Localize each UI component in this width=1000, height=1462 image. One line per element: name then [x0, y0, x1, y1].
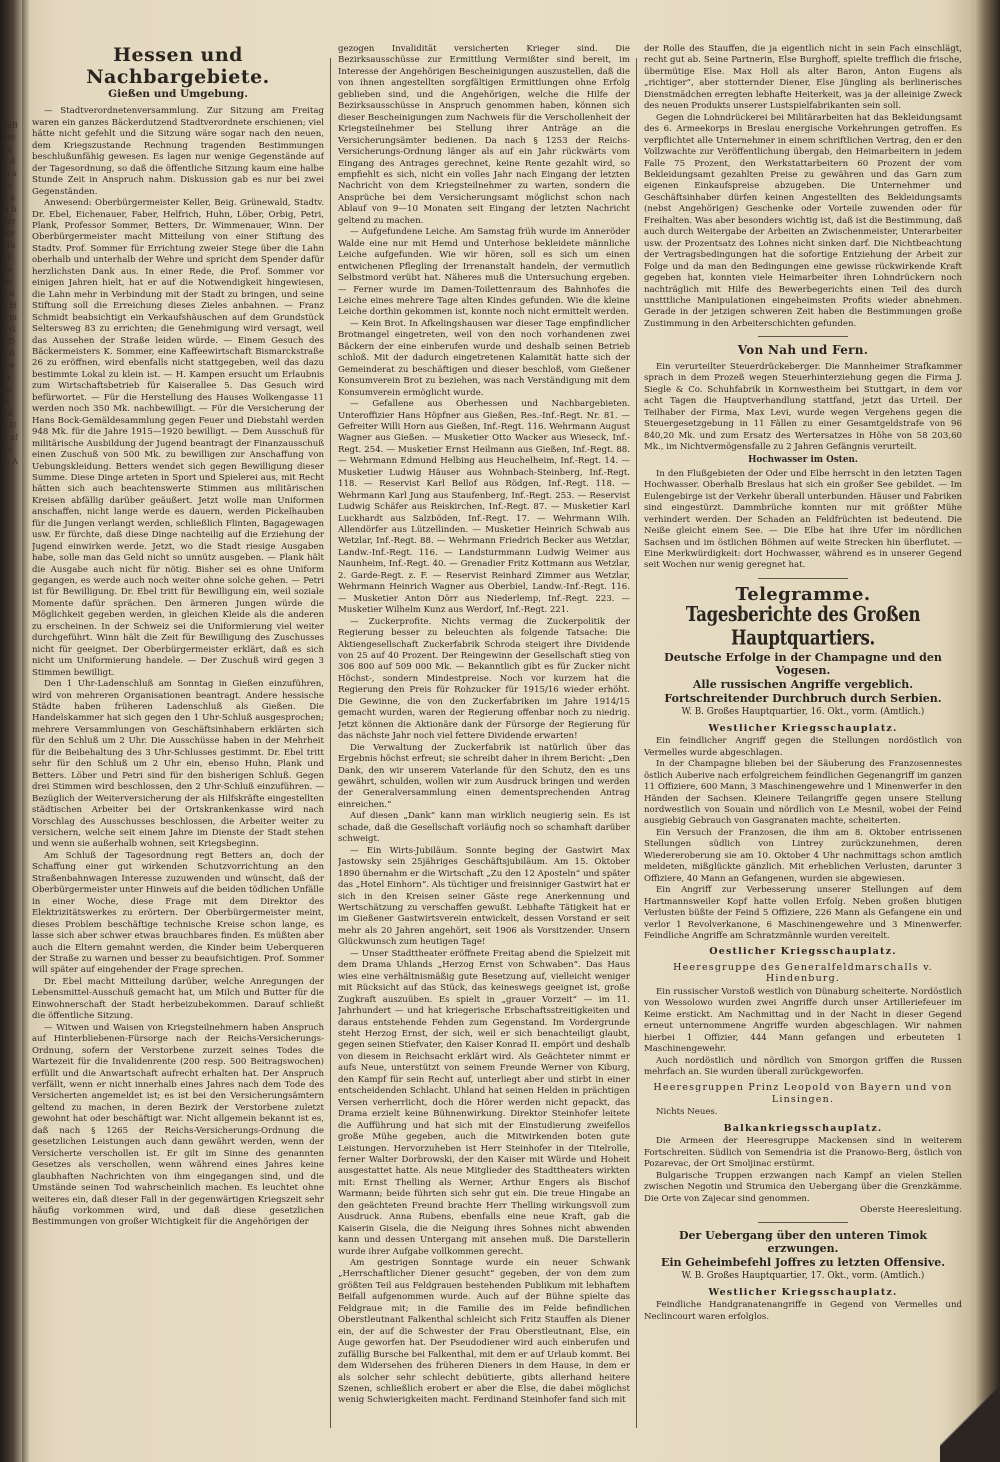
headline: Fortschreitender Durchbruch durch Serbien.: [664, 692, 942, 706]
theater-heading: Westlicher Kriegsschauplatz.: [708, 1286, 898, 1298]
column-rule: [330, 58, 331, 1428]
army-group-heading: Heeresgruppen Prinz Leopold von Bayern und von Linsingen.: [653, 1082, 953, 1105]
report-paragraph: Die Armeen der Heeresgruppe Mackensen sind in weiterem Fortschreiten. Südlich von Semendria ist die Pranowo-Berg, östlich von Pozarevac, der Ort Smoljinac erstürmt.: [644, 1136, 962, 1170]
article-paragraph: Ein verurteilter Steuerdrückeberger. Die Mannheimer Strafkammer sprach in dem Prozeß wegen Steuerhinterziehung gegen die Firma J. Siegle & Co. Schuhfabrik in Kornwestheim bei Stuttgart, in dem vor acht Tagen die Hauptverhandlung stattfand, jetzt das Urteil. Der Teilhaber der Firma, Max Levi, wurde wegen Vergehens gegen die Steuergesetzgebung in 11 Fällen zu einer Gesamtgeldstrafe von 96 840,20 Mk. und zum Ersatz des Wertersatzes in Höhe von 58 203,60 Mk., im Nichtvermögensfalle zu 2 Jahren Gefängnis verurteilt.: [644, 361, 962, 452]
dateline: W. B. Großes Hauptquartier, 16. Okt., vorm. (Amtlich.): [681, 707, 925, 718]
headline: Deutsche Erfolge in der Champagne und den Vogesen.: [664, 651, 942, 678]
dateline: W. B. Großes Hauptquartier, 17. Okt., vorm. (Amtlich.): [681, 1271, 925, 1282]
article-paragraph: Die Verwaltung der Zuckerfabrik ist natürlich über das Ergebnis höchst erfreut; sie schreibt daher in ihrem Bericht: „Den Dank, den wir unserem Vaterlande für den Schutz, den es uns gewährt, schulden, wollen wir zum Ausdruck bringen und werden der Generalversammlung einen dementsprechenden Antrag einreichen.“: [338, 742, 630, 810]
report-paragraph: Auch nordöstlich und nördlich von Smorgon griffen die Russen mehrfach an. Sie wurden überall zurückgeworfen.: [644, 1055, 962, 1077]
divider: [758, 1222, 848, 1223]
article-paragraph: — Zuckerprofite. Nichts vermag die Zuckerpolitik der Regierung besser zu beleuchten als folgende Tatsache: Die Aktiengesellschaft Zuckerfabrik Schroda steigert ihre Dividende von 25 auf 40 Prozent. Der Reingewinn der Gesellschaft stieg von 306 800 auf 509 000 Mk. — Bekanntlich gibt es für Zucker nicht Höchst-, sondern Mindestpreise. Noch vor kurzem hat die Regierung den Preis für Rohzucker für 1915/16 wieder erhöht. Die Gewinne, die von den Zuckerfabriken im Jahre 1914/15 gemacht wurden, waren der Regierung offenbar noch zu niedrig. Jetzt können die Aktionäre dank der Fürsorge der Regierung für das nächste Jahr noch viel fettere Dividende erwarten!: [338, 616, 630, 742]
report-paragraph: Nichts Neues.: [656, 1107, 718, 1118]
headline: Alle russischen Angriffe vergeblich.: [692, 678, 914, 692]
article-paragraph: gezogen Invalidität versicherten Krieger sind. Die Bezirksausschüsse zur Ermittlung Vermißter sind bereit, im Interesse der Angehörigen Bescheinigungen auszustellen, daß die von ihnen angestellten sorgfältigen Ermittlungen ohne Erfolg geblieben sind, und die Angehörigen, welche die Hilfe der Bezirksausschüsse in Anspruch genommen haben, können sich dieser Bescheinigungen zum Nachweis für die Verschollenheit der Kriegsteilnehmer bei Stellung ihrer Anträge an die Versicherungsämter bedienen. Da nach § 1253 der Reichs-Versicherungs-Ordnung länger als auf ein Jahr rückwärts vom Eingang des Antrages gerechnet, keine Rente gezahlt wird, so empfiehlt es sich, nicht ein volles Jahr nach Eingang der letzten Nachricht von dem Kriegsteilnehmer zu warten, sondern die Ansprüche bei dem Versicherungsamt möglichst schon nach Ablauf von 9—10 Monaten seit Eingang der letzten Nachricht geltend zu machen.: [338, 44, 630, 226]
torn-page-corner: [940, 1372, 1000, 1462]
newspaper-page: [24, 28, 974, 1438]
divider: [758, 336, 848, 337]
article-paragraph: Anwesend: Oberbürgermeister Keller, Beig. Grünewald, Stadtv. Dr. Ebel, Eichenauer, Faber, Helfrich, Huhn, Löber, Orbig, Petri, Plank, Professor Sommer, Betters, Dr. Wimmenauer, Winn. Der Oberbürgermeister macht Mitteilung von einer Stiftung des Stadtv. Prof. Sommer für Errichtung zweier Stege über die Lahn oberhalb und unterhalb der Wehre und spricht dem Spender dafür herzlichsten Dank aus. In einer Rede, die Prof. Sommer vor einigen Jahren hielt, hat er auf die Notwendigkeit hingewiesen, die Lahn mehr in Verbindung mit der Stadt zu bringen, und seine Stiftung soll die Erreichung dieses Zieles anbahnen. — Franz Schmidt beabsichtigt ein Verkaufshäuschen auf dem Grundstück Seltersweg 83 zu errichten; die Genehmigung wird versagt, weil das Aussehen der Straße leiden würde. — Einem Gesuch des Bäckermeisters K. Sommer, eine Kaffeewirtschaft Bismarckstraße 26 zu eröffnen, wird ebenfalls nicht stattgegeben, weil das dazu bestimmte Lokal zu klein ist. — H. Kampen ersucht um Erlaubnis zum Wirtschaftsbetrieb für Kaiserallee 5. Das Gesuch wird befürwortet. — Für die Herstellung des Hauses Wolkengasse 11 werden noch 350 Mk. nachbewilligt. — Für die Versicherung der Hans Bock-Gemäldesammlung gegen Feuer und Diebstahl werden 948 Mk. für die Jahre 1915—1920 bewilligt. — Dem Ausschuß für militärische Ausbildung der Jugend beantragt der Finanzausschuß einen Zuschuß von 500 Mk. zu bewilligen zur Anschaffung von Uebungskleidung. Betters wendet sich gegen Bewilligung dieser Summe. Diese Dinge arteten in Sport und Spielerei aus, mit Recht hätten sich auch beachtenswerte Stimmen aus militärischen Kreisen abfällig darüber geäußert. Jetzt wolle man Uniformen anschaffen, nicht lange werde es dauern, werden Pickelhauben für die Jungen verlangt werden, schließlich Flinten, Bagagewagen usw. Er fürchte, daß diese Dinge nachteilig auf die Erziehung der Jugend einwirken werde. Jetzt, wo die Stadt riesige Ausgaben habe, solle man das Geld nicht so unnütz ausgeben. — Plank hält die Ausgabe auch nicht für nötig. Bisher sei es ohne Uniform gegangen, es werde auch noch weiter ohne solche gehen. — Petri ist für Bewilligung. Dr. Ebel tritt für Bewilligung ein, weil soziale Momente dafür sprächen. Den ärmeren Jungen würde die Möglichkeit gegeben werden, in gleichen Kleide als die anderen zu erscheinen. In der Schweiz sei die Uniformierung viel weiter durchgeführt. Winn hält die Zeit für Bewilligung des Zuschusses nicht für geeignet. Der Oberbürgermeister erklärt, daß es sich nicht um Uniformierung handele. — Der Zuschuß wird gegen 3 Stimmen bewilligt.: [32, 198, 324, 678]
column-3: [644, 28, 962, 1428]
article-paragraph: — Gefallene aus Oberhessen und Nachbargebieten. Unteroffizier Hans Höpfner aus Gießen, Res.-Inf.-Regt. Nr. 81. — Gefreiter Willi Horn aus Gießen, Inf.-Regt. 116. Wehrmann August Wagner aus Gießen. — Musketier Otto Wacker aus Wieseck, Inf.-Regt. 254. — Musketier Ernst Heilmann aus Gießen, Inf.-Regt. 88. — Wehrmann Edmund Helbing aus Heuchelheim, Inf.-Regt. 14. — Musketier Ludwig Häuser aus Wohnbach-Steinberg, Inf.-Regt. 118. — Reservist Karl Bellof aus Rödgen, Inf.-Regt. 118. — Wehrmann Karl Jung aus Staufenberg, Inf.-Regt. 253. — Reservist Ludwig Schäfer aus Reiskirchen, Inf.-Regt. 87. — Musketier Karl Luckhardt aus Salzböden, Inf.-Regt. 17. — Wehrmann Wilh. Allendörfer aus Lützellinden. — Musketier Heinrich Schwab aus Wetzlar, Inf.-Regt. 88. — Wehrmann Friedrich Becker aus Wetzlar, Landw.-Inf.-Regt. 116. — Landsturmmann Ludwig Weimer aus Naunheim, Inf.-Regt. 40. — Grenadier Fritz Kottmann aus Wetzlar, 2. Garde-Regt. z. F. — Reservist Reinhard Zimmer aus Wetzlar, Wehrmann Heinrich Wagner aus Oberbiel, Landw.-Inf.-Regt. 116. — Musketier Anton Dörr aus Niederlemp, Inf.-Regt. 223. — Musketier Wilhelm Kunz aus Werdorf, Inf.-Regt. 221.: [338, 399, 630, 616]
headline: Der Uebergang über den unteren Timok erzwungen.: [678, 1229, 928, 1256]
article-paragraph: — Ein Wirts-Jubiläum. Sonnte beging der Gastwirt Max Jastowsky sein 25jähriges Geschäftsjubiläum. Am 15. Oktober 1890 übernahm er die Wirtschaft „Zu den 12 Aposteln“ und später das „Hotel Einhorn“. Als tüchtiger und freisinniger Gastwirt hat er sich in den Kreisen seiner Gäste rege Anerkennung und Wertschätzung zu verschaffen gewußt. Lebhafte Tätigkeit hat er im Gießener Gastwirtsverein entwickelt, dessen Vorstand er seit mehr als 20 Jahren angehört, seit 1906 als Vorsitzender. Unsern Glückwunsch zum heutigen Tage!: [338, 845, 630, 948]
divider: [758, 578, 848, 579]
report-paragraph: In der Champagne blieben bei der Säuberung des Franzosennestes östlich Auberive nach erfolgreichem feindlichen Gegenangriff im ganzen 11 Offiziere, 600 Mann, 3 Maschinengewehre und 1 Minenwerfer in den Händen der Sachsen. Kleinere Teilangriffe gegen unsere Stellung nordwestlich von Souain und nördlich von Le Mesnil, wobei der Feind ausgiebig Gebrauch von Gasgranaten machte, scheiterten.: [644, 759, 962, 827]
signature: Oberste Heeresleitung.: [859, 1204, 962, 1215]
article-paragraph: Den 1 Uhr-Ladenschluß am Sonntag in Gießen einzuführen, wird von mehreren Organisationen beantragt. Andere hessische Städte haben früheren Ladenschluß als Gießen. Die Handelskammer hat sich gegen den 1 Uhr-Schluß ausgesprochen; mehrere Versammlungen von Geschäftsinhabern erklärten sich für den Schluß um 2 Uhr. Die Ausschüsse haben in der Mehrheit für die Beibehaltung des 3 Uhr-Schlusses gestimmt. Dr. Ebel tritt sehr für den Schluß um 2 Uhr ein, ebenso Huhn, Plank und Betters. Löber und Petri sind für den bisherigen Schluß. Gegen drei Stimmen wird beschlossen, den 2 Uhr-Schluß einzuführen. — Bezüglich der Weiterversicherung der als Hilfskräfte eingestellten städtischen Arbeiter bei der Ortskrankenkasse wird nach Vorschlag des Ausschusses beschlossen, die Arbeiter weiter zu versichern, welche seit einem Jahre im Dienste der Stadt stehen und wenn sie außerhalb wohnen, seit Kriegsbeginn.: [32, 679, 324, 850]
report-paragraph: Ein russischer Vorstoß westlich von Dünaburg scheiterte. Nordöstlich von Wessolowo wurden zwei Angriffe durch unser Artilleriefeuer im Keime erstickt. Am Nachmittag und in der Nacht in dieser Gegend erneut unternommene Angriffe wurden abgeschlagen. Wir nahmen hierbei 1 Offizier, 444 Mann gefangen und erbeuteten 1 Maschinengewehr.: [644, 986, 962, 1055]
article-paragraph: — Witwen und Waisen von Kriegsteilnehmern haben Anspruch auf Hinterbliebenen-Fürsorge nach der Reichs-Versicherungs-Ordnung, sofern der Verstorbene zurzeit seines Todes die Wartezeit für die Invalidenrente (200 resp. 500 Beitragswochen) erfüllt und die Anwartschaft aufrecht erhalten hat. Der Anspruch verfällt, wenn er nicht innerhalb eines Jahres nach dem Tode des Versicherten angemeldet ist; es ist bei den Versicherungsämtern geltend zu machen, in deren Bezirk der Verstorbene zuletzt gewohnt hat oder beschäftigt war. Nicht allgemein bekannt ist es, daß nach § 1265 der Reichs-Versicherungs-Ordnung die gesetzlichen Leistungen auch dann gewährt werden, wenn der Versicherte verschollen ist. Er gilt im Sinne des genannten Gesetzes als verschollen, wenn während eines Jahres keine glaubhaften Nachrichten von ihm eingegangen sind, und die Umstände seinen Tod wahrscheinlich machen. Es leuchtet ohne weiteres ein, daß dieser Fall in der gegenwärtigen Kriegszeit sehr häufig vorkommen wird, und daß diese gesetzlichen Bestimmungen von großer Wichtigkeit für die Angehörigen der: [32, 1022, 324, 1228]
report-paragraph: Bulgarische Truppen erzwangen nach Kampf an vielen Stellen zwischen Negotin und Strumica den Uebergang über die Grenzkämme. Die Orte von Zajecar sind genommen.: [644, 1170, 962, 1204]
theater-heading: Balkankriegsschauplatz.: [723, 1122, 883, 1134]
report-paragraph: Ein Angriff zur Verbesserung unserer Stellungen auf dem Hartmannsweiler Kopf hatte vollen Erfolg. Neben großen blutigen Verlusten büßte der Feind 5 Offiziere, 226 Mann als Gefangene ein und verlor 1 Revolverkanone, 6 Maschinengewehre und 3 Minenwerfer. Feindliche Angriffe am Schratzmännle wurden vereitelt.: [644, 885, 962, 941]
section-heading: Hessen und Nachbargebiete.: [86, 44, 270, 88]
section-subheading: Gießen und Umgebung.: [108, 88, 248, 100]
theater-heading: Westlicher Kriegsschauplatz.: [708, 722, 898, 734]
article-paragraph: In den Flußgebieten der Oder und Elbe herrscht in den letzten Tagen Hochwasser. Oberhalb Breslaus hat sich ein großer See gebildet. — Im Eulengebirge ist der Verkehr überall unterbunden. Häuser und Fabriken sind eingestürzt. Dammbrüche konnten nur mit größter Mühe verhindert werden. Der Schaden an Feldfrüchten ist bedeutend. Die Neiße gleicht einem See. — Die Elbe hat ihre Ufer im nördlichen Sachsen und im östlichen Böhmen auf weite Strecken hin überflutet. — Eine Merkwürdigkeit: dort Hochwasser, während es in unserer Gegend seit Wochen nur wenig geregnet hat.: [644, 468, 962, 571]
report-paragraph: Ein Versuch der Franzosen, die ihm am 8. Oktober entrissenen Stellungen südlich von Lintrey zurückzunehmen, deren Wiedereroberung sie am 10. Oktober 4 Uhr nachmittags schon amtlich meldeten, mißglückte gänzlich. Mit erheblichen Verlusten, darunter 3 Offiziere, 40 Mann an Gefangenen, wurden sie abgewiesen.: [644, 827, 962, 884]
report-paragraph: Feindliche Handgranatenangriffe in Gegend von Vermelles und Neclincourt waren erfolglos.: [644, 1300, 962, 1322]
article-paragraph: Dr. Ebel macht Mitteilung darüber, welche Anregungen der Lebensmittel-Ausschuß gemacht hat, um Milch und Butter für die Einwohnerschaft der Stadt herbeizubekommen. Darauf schließt die öffentliche Sitzung.: [32, 976, 324, 1022]
left-page-edge: [0, 0, 22, 1462]
nah-fern-heading: Von Nah und Fern.: [737, 343, 869, 358]
subhead: Hochwasser im Osten.: [748, 455, 858, 466]
army-group-heading: Heeresgruppe des Generalfeldmarschalls v. Hindenburg.: [673, 961, 933, 985]
report-paragraph: Ein feindlicher Angriff gegen die Stellungen nordöstlich von Vermelles wurde abgeschlagen.: [644, 736, 962, 758]
theater-heading: Oestlicher Kriegsschauplatz.: [709, 946, 897, 958]
article-paragraph: — Kein Brot. In Afkelingshausen war dieser Tage empfindlicher Brotmangel eingetreten, weil von den noch vorhandenen zwei Bäckern der eine einberufen wurde und deshalb seinen Betrieb schloß. Mit der dadurch eingetretenen Kalamität hatte sich der Gemeinderat zu beschäftigen und dieser beschloß, vom Gießener Konsumverein Brot zu beziehen, was nach Verständigung mit dem Konsumverein ermöglicht wurde.: [338, 318, 630, 398]
article-paragraph: Auf diesen „Dank“ kann man wirklich neugierig sein. Es ist schade, daß die Gesellschaft vorläufig noch so schamhaft darüber schweigt.: [338, 811, 630, 845]
column-1: [32, 28, 324, 1428]
article-paragraph: Am gestrigen Sonntage wurde ein neuer Schwank „Herrschaftlicher Diener gesucht“ gegeben, der von dem zum größten Teil aus Feldgrauen bestehenden Publikum mit lebhaftem Beifall aufgenommen wurde. Auch auf der Bühne spielte das Feldgraue mit; in die Familie des im Felde befindlichen Oberstleutnant Falkenthal schleicht sich Fritz Stauffen als Diener ein, der auf die Schwester der Frau Oberstleutnant, Else, ein Auge geworfen hat. Der Pseudodiener wird auch einberufen und zufällig Bursche bei Falkenthal, mit dem er auf Urlaub kommt. Bei dem Widersehen des früheren Dieners in dem Hause, in dem er als solcher sehr schlecht debütierte, gibts allerhand heitere Szenen, schließlich erobert er aber die Else, die dabei möglichst wenig Schwierigkeiten macht. Ferdinand Steinhofer fand sich mit: [338, 1258, 630, 1406]
column-rule: [636, 58, 637, 1428]
right-page-edge: [974, 0, 1000, 1462]
article-paragraph: der Rolle des Stauffen, die ja eigentlich nicht in sein Fach einschlägt, recht gut ab. Seine Partnerin, Else Burghoff, spielte trefflich die frische, übermütige Else. Max Holl als alter Baron, Anton Eugens als „richtiger“, aber stotternder Diener, Else Jüngling als berlinerisches Dienstmädchen erregten lebhafte Heiterkeit, was ja der alleinige Zweck des neuen Produkts unserer Lustspielfabrikanten sein soll.: [644, 44, 962, 112]
article-paragraph: Gegen die Lohndrückerei bei Militärarbeiten hat das Bekleidungsamt des 6. Armeekorps in Breslau energische Vorkehrungen getroffen. Es verpflichtet alle Unternehmer in einem schriftlichen Vertrag, den er den Vollzwachte zur Veröffentlichung übergab, den Heimarbeitern in jedem Falle 75 Prozent, den Werkstattarbeitern 60 Prozent der vom Bekleidungsamt gezahlten Preise zu gewähren und das Garn zum eigenen Einkaufspreise abzugeben. Die Unternehmer und Geschäftsinhaber dürfen keinen Angestellten des Bekleidungsamts (nebst Angehörigen) Geschenke oder Vorteile zuwenden oder für Freihalten. Was aber besonders wichtig ist, daß ist die Bestimmung, daß auch durch Weitergabe der Arbeiten an Zwischenmeister, Unterarbeiter usw. der Prozentsatz des Lohnes nicht sinken darf. Die Nichtbeachtung der Vertragsbedingungen hat die sofortige Entziehung der Arbeit zur Folge und da man den Bedingungen eine gewisse rückwirkende Kraft gegeben hat, konnten viele Heimarbeiter ihren Lohndrückern noch nachträglich mit Hilfe des Bewerbegerichts einen Teil des durch unstttliche Manipulationen eingeheimsten Profits wieder abnehmen. Gerade in der jetzigen schweren Zeit haben die Bestimmungen große Zustimmung in den Arbeiterschichten gefunden.: [644, 112, 962, 329]
left-page-fragment: deB der be S d m a da S a H h der zur Mu St Be ce 8 o u Ha ma Gr Da fi 8 e pr ee et Ang Un uf bum A: [2, 121, 18, 466]
column-2: [338, 28, 630, 1428]
tagesberichte-heading: Tagesberichte des Großen Hauptquartiers.: [685, 602, 921, 650]
article-paragraph: — Unser Stadttheater eröffnete Freitag abend die Spielzeit mit dem Drama Uhlands „Herzog Ernst von Schwaben“. Das Haus wies eine verhältnismäßig gute Besetzung auf, vielleicht weniger mit Rücksicht auf das Stück, das keineswegs geeignet ist, große Zugkraft auszuüben. Es spielt in „grauer Vorzeit“ — im 11. Jahrhundert — und hat kriegerische Erbschaftsstreitigkeiten und daraus entstehende Fehden zum Gegenstand. Im Vordergrunde steht Herzog Ernst, der sich, weil er sich benachteiligt glaubt, gegen seinen Stiefvater, den Kaiser Konrad II. empört und deshalb von diesem in Reichsacht erklärt wird. Als Geächteter nimmt er aufs Neue, unterstützt von seinem Freunde Werner von Kiburg, den Kampf für sein Recht auf, unterliegt aber und stirbt in einer entscheidenden Schlacht. Uhland hat seinen Helden in prächtigen Versen verherrlicht, doch die Hörer werden nicht gepackt, das Drama erzielt keine Bühnenwirkung. Direktor Steinhofer leitete die Aufführung und hat sich mit der Einstudierung zweifellos große Mühe gegeben, auch die Mitwirkenden boten gute Leistungen. Hervorzuheben ist Herr Steinhofer in der Titelrolle, ferner Walter Dorbrowski, der den Kaiser mit Würde und Hoheit ausgestattet hatte. Als neue Mitglieder des Stadttheaters wirkten mit: Ernst Thelling als Werner, Arthur Engers als Bischof Warmann; beide führten sich sehr gut ein. Die treue Hingabe an den geächteten Freund brachte Herr Thelling wirkungsvoll zum Ausdruck. Anna Rubens, ebenfalls eine neue Kraft, gab die Kaiserin Gisela, die die Neigung ihres Sohnes nicht abwenden kann und dessen Untergang mit ansehen muß. Die Darstellerin wurde ihrer Aufgabe vollkommen gerecht.: [338, 948, 630, 1257]
article-paragraph: — Aufgefundene Leiche. Am Samstag früh wurde im Anneröder Walde eine nur mit Hemd und Unterhose bekleidete männliche Leiche aufgefunden. Wie wir hören, soll es sich um einen entwichenen Pflegling der Irrenanstalt handeln, der vermutlich Selbstmord verübt hat. Näheres muß die Untersuchung ergeben. — Ferner wurde im Damen-Toilettenraum des Bahnhofes die Leiche eines mehrere Tage alten Kindes gefunden. Wie die kleine Leiche dorthin gekommen ist, konnte noch nicht ermittelt werden.: [338, 227, 630, 318]
telegramme-heading: Telegramme.: [735, 583, 871, 605]
article-paragraph: Am Schluß der Tagesordnung regt Betters an, doch der Schaffung einer gut wirkenden Schutzvorrichtung an den Straßenbahnwagen Interesse zuzuwenden und wünscht, daß der Oberbürgermeister unter Hinweis auf die beiden tödlichen Unfälle in einer Woche, diese Frage mit dem Direktor des Elektrizitätswerkes zu erörtern. Der Oberbürgermeister meint, dieses Problem beschäftige technische Kreise schon lange, es lasse sich aber schwer etwas brauchbares finden. Es müßten aber auch die Eltern gemahnt werden, die Kinder beim Ueberqueren der Straße zu warnen und besser zu beaufsichtigen. Prof. Sommer will später auf eingehender der Frage sprechen.: [32, 850, 324, 976]
headline: Ein Geheimbefehl Joffres zu letzten Offensive.: [660, 1256, 946, 1270]
article-paragraph: — Stadtverordnetenversammlung. Zur Sitzung am Freitag waren ein ganzes Bäckerdutzend Stadtverordnete erschienen; viel hätte nicht gefehlt und die Sitzung wäre sogar nach den neuen, dem Kriegszustande Rechnung tragenden Bestimmungen beschlußunfähig gewesen. Es lagen nur wenige Gegenstände auf der Tagesordnung, so daß die öffentliche Sitzung kaum eine halbe Stunde Zeit in Anspruch nahm. Diskussion gab es nur bei zwei Gegenständen.: [32, 106, 324, 197]
